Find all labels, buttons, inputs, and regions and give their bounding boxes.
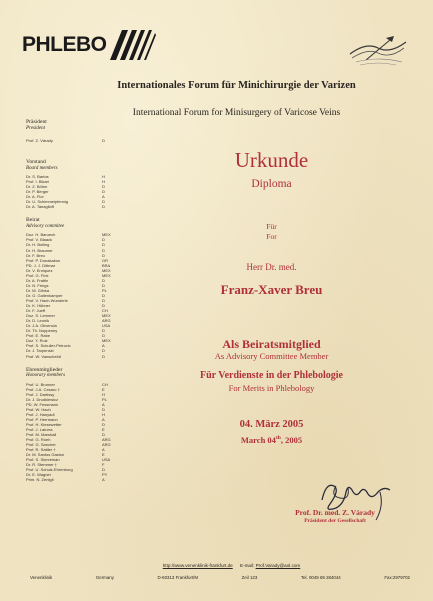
member-name: Dr. F. Breu <box>26 252 45 258</box>
member-name: Dr. A. Fior <box>26 194 44 200</box>
member-name: Dr. J. Tarpenski <box>26 348 54 354</box>
member-country: USA <box>102 323 111 329</box>
member-country: ARG <box>102 437 111 443</box>
member-name: Dr. Th. Noppeney <box>26 328 58 334</box>
member-country: A <box>102 477 105 483</box>
member-name: Dr. U. Schimmelpfennig <box>26 199 69 205</box>
member-country: D <box>102 292 105 298</box>
member-name: Doz. H. Baruech <box>26 232 56 238</box>
phlebo-logo <box>22 30 156 60</box>
member-country: A <box>102 447 105 453</box>
member-name: Prof. G. Fink <box>26 272 49 278</box>
member-name: Dr. A. Frattin <box>26 277 49 283</box>
member-name: Dr. K. Hübner <box>26 303 51 309</box>
member-name: Prof. G. Roeh <box>26 437 51 443</box>
member-name: Dr. V. Enriquez <box>26 267 53 273</box>
member-country: D <box>102 467 105 473</box>
member-country: D <box>102 184 105 190</box>
date-en: March 04th, 2005 <box>240 434 303 445</box>
member-country: H <box>102 179 105 185</box>
member-country: A <box>102 416 105 422</box>
member-country: PL <box>102 396 107 402</box>
member-name: Prof. Z. Várady <box>26 138 53 143</box>
member-list <box>26 382 116 483</box>
member-sidebar <box>26 119 116 490</box>
member-country: GR <box>102 257 108 263</box>
member-country: H <box>102 411 105 417</box>
email-label: E-mail: <box>240 563 255 568</box>
member-name: Dr. J.A. Olivencia <box>26 323 57 329</box>
member-name: Prof. G. Sancher <box>26 442 56 448</box>
member-name: PD. W. Fessmann <box>26 401 59 407</box>
member-name: Dr. Z. Böhm <box>26 184 48 190</box>
certificate-title: Urkunde <box>234 148 309 172</box>
date-de: 04. März 2005 <box>239 419 304 430</box>
footer-links <box>0 563 433 568</box>
member-country: MEX <box>102 267 111 273</box>
member-country: H <box>102 174 105 180</box>
member-country: D <box>102 348 105 354</box>
member-name: Prof. J.A. Cesaro † <box>26 386 60 392</box>
email-link[interactable]: Prof.Varady@aol.com <box>255 563 301 568</box>
certificate-subtitle: Diploma <box>251 178 292 190</box>
for-label-de: Für <box>266 222 277 231</box>
member-country: BRA <box>102 262 111 268</box>
member-name: Prof. U. Schulz-Ehrenburg <box>26 467 73 473</box>
member-country: D <box>102 199 105 205</box>
member-country: D <box>102 333 105 339</box>
member-name: Prof. J. Hanyadi <box>26 411 55 417</box>
role-en: As Advisory Committee Member <box>214 351 329 361</box>
role-de: Als Beiratsmitglied <box>222 337 321 351</box>
footer-item: Tel. 0049 69 284044 <box>300 575 341 580</box>
member-country: H <box>102 391 105 397</box>
list-item <box>26 477 116 482</box>
member-name: Prof. H. Kiesewetter <box>26 421 62 427</box>
member-name: Dr. R. Stemmer † <box>26 462 57 468</box>
member-country: D <box>102 189 105 195</box>
member-country: MEX <box>102 338 111 344</box>
merit-en: For Merits in Phlebology <box>228 383 315 393</box>
member-country: D <box>102 432 105 438</box>
emblem-icon <box>346 34 410 68</box>
member-country: ARG <box>102 442 111 448</box>
section-advisory <box>26 217 116 358</box>
member-country: E <box>102 386 105 392</box>
member-name: Prof. P. Donakakos <box>26 257 60 263</box>
section-subtitle: Honorary members <box>26 373 66 379</box>
member-list <box>26 174 116 209</box>
section-honorary <box>26 367 116 483</box>
member-country: MEX <box>102 313 111 319</box>
section-title: Präsident <box>26 119 47 125</box>
footer-item: Germany <box>95 575 114 580</box>
merit-de: Für Verdienste in der Phlebologie <box>200 370 343 381</box>
member-country: PL <box>102 287 107 293</box>
member-name: Prof. U. Brunner <box>26 381 55 387</box>
member-country: D <box>102 328 105 334</box>
section-title: Ehrenmitglieder <box>26 366 63 373</box>
member-name: Dr. S. Bartos <box>26 174 49 180</box>
section-president <box>26 119 116 143</box>
member-country: MEX <box>102 272 111 278</box>
member-country: A <box>102 343 105 349</box>
list-item <box>26 354 116 359</box>
member-country: CH <box>102 308 108 314</box>
footer-item: Venenklinik <box>30 575 53 580</box>
member-country: D <box>102 252 105 258</box>
member-country: D <box>102 138 105 143</box>
member-name: Dr. P. Berger <box>26 189 49 195</box>
member-country: D <box>102 297 105 303</box>
footer-item: D-60313 Frankfurt/M <box>157 575 199 580</box>
member-country: D <box>102 242 105 248</box>
header-title-en: International Forum for Minisurgery of Varicose Veins <box>132 108 341 118</box>
member-name: PD. J. J. Dittmar <box>26 262 56 268</box>
section-subtitle: President <box>26 125 45 131</box>
member-country: D <box>102 277 105 283</box>
member-name: Prof. S. Schuller-Petrovic <box>26 343 71 349</box>
member-country: CH <box>102 381 108 387</box>
website-link[interactable]: http://www.venenklinik-frankfurt.de <box>162 563 233 568</box>
member-list <box>26 232 116 358</box>
member-name: Prof. V. Hach-Wunderle <box>26 297 68 303</box>
header-title-de: Internationales Forum für Minichirurgie der Varizen <box>117 80 356 91</box>
member-country: A <box>102 401 105 407</box>
member-name: Prof. R. Sattler † <box>26 447 56 453</box>
recipient-name: Franz-Xaver Breu <box>220 282 323 297</box>
member-name: Dr. N. Frings <box>26 282 49 288</box>
member-name: Prof. S. Sinnreinan <box>26 457 60 463</box>
section-title: Vorstand <box>26 159 46 166</box>
member-country: USA <box>102 457 111 463</box>
member-name: Dr. M. Glinka <box>26 287 50 293</box>
section-title: Beirat <box>26 217 40 224</box>
member-name: Prof. W. Vanscheidt <box>26 353 61 359</box>
signatory-role: Präsident der Gesellschaft <box>304 518 366 524</box>
member-name: Doz. Y. Ruiz <box>26 338 48 344</box>
member-name: Dr. D. Leonik <box>26 318 50 324</box>
member-name: Prim. N. Zentgil <box>26 477 54 483</box>
logo-text: PHLEBO <box>22 33 107 56</box>
member-name: Prof. P. Herrmann <box>26 416 58 422</box>
member-country: D <box>102 406 105 412</box>
footer-item: Zeil 123 <box>241 575 258 580</box>
member-country: D <box>102 421 105 427</box>
member-country: D <box>102 353 105 359</box>
member-country: D <box>102 303 105 309</box>
member-name: Prof. I. Bikari <box>26 179 49 185</box>
member-name: Prof. J. Dartissy <box>26 391 55 397</box>
member-name: Prof. E. Rabe <box>26 333 51 339</box>
member-country: D <box>102 247 105 253</box>
member-name: Dr. J. Drudkiewicz <box>26 396 59 402</box>
member-name: Prof. V. Blaack <box>26 237 53 243</box>
member-country: ARG <box>102 318 111 324</box>
member-country: MEX <box>102 232 111 238</box>
member-country: D <box>102 204 105 210</box>
member-country: E <box>102 452 105 458</box>
list-item <box>26 204 116 209</box>
recipient-title: Herr Dr. med. <box>246 262 297 272</box>
member-name: Dr. G. Gallenkamper <box>26 292 63 298</box>
member-country: D <box>102 282 105 288</box>
section-subtitle: Advisory commitee <box>26 224 65 230</box>
member-name: Prof. W. Hach <box>26 406 51 412</box>
member-name: Dr. E. Wagner <box>26 472 51 478</box>
member-country: F <box>102 462 105 468</box>
member-name: Dr. H. Braumer <box>26 247 53 253</box>
list-item <box>26 138 116 143</box>
section-board <box>26 159 116 209</box>
footer-address <box>30 575 410 580</box>
for-label-en: For <box>266 232 277 241</box>
logo-stripes-icon <box>108 30 156 60</box>
member-list <box>26 138 116 143</box>
signatory-name: Prof. Dr. med. Z. Várady <box>295 508 375 517</box>
footer-item: Fax:2979702 <box>384 575 410 580</box>
member-name: Dr. H. Bolling <box>26 242 50 248</box>
member-country: D <box>102 237 105 243</box>
member-name: Prof. M. Marshall <box>26 432 57 438</box>
member-name: Prof. J. Latorra <box>26 426 53 432</box>
member-name: Doz. S. Lemmer <box>26 313 55 319</box>
member-name: Dr. M. Santos Gaston <box>26 452 65 458</box>
member-country: PY <box>102 472 108 478</box>
member-country: A <box>102 194 105 200</box>
member-country: E <box>102 426 105 432</box>
member-name: Dr. A. Tanaglioff <box>26 204 54 210</box>
section-subtitle: Board members <box>26 165 58 171</box>
member-name: Dr. F. Jueff <box>26 308 46 314</box>
